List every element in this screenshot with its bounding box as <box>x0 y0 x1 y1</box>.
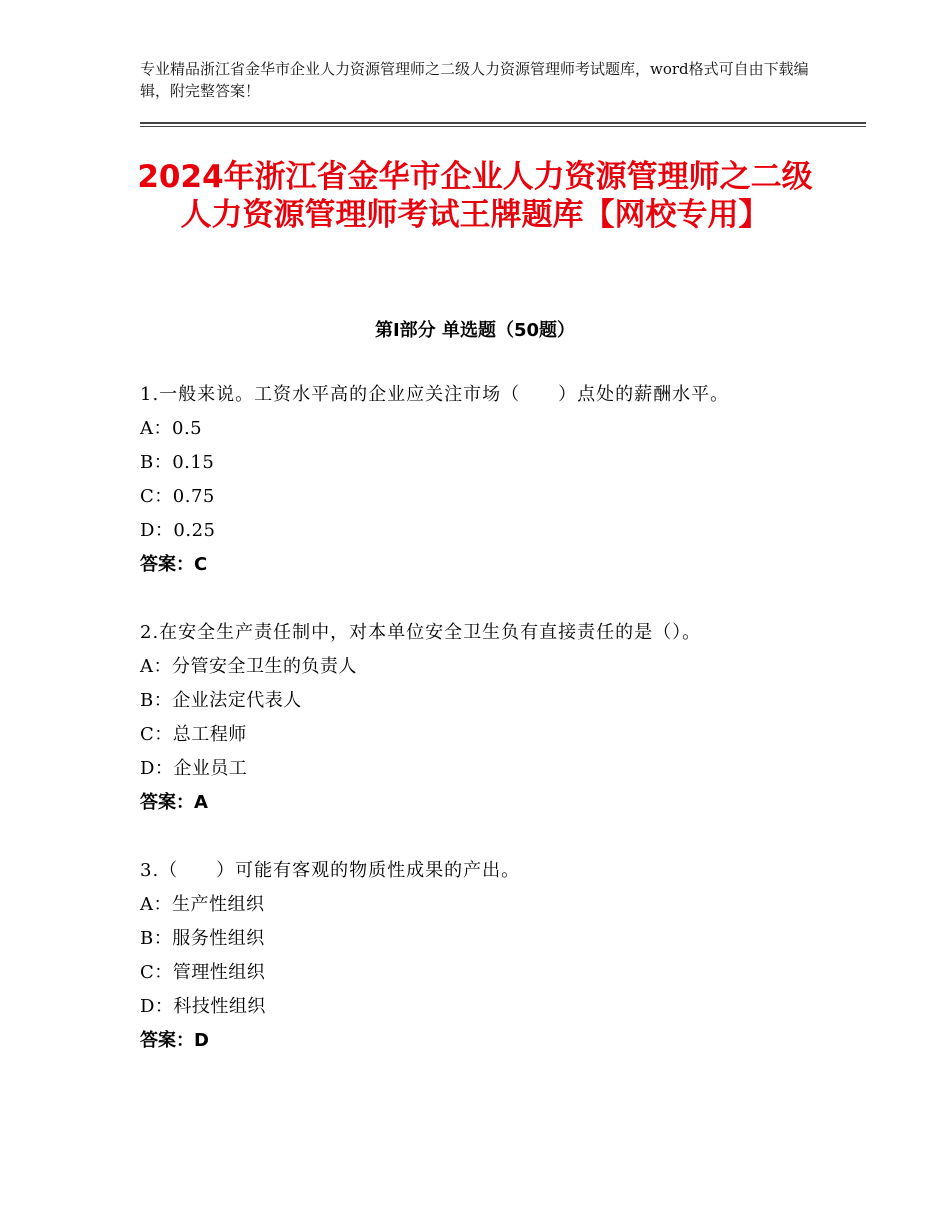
answer: 答案：D <box>140 1030 209 1051</box>
question-item <box>140 616 820 820</box>
question-text: 1.一般来说。工资水平高的企业应关注市场（ ）点处的薪酬水平。 <box>140 384 730 405</box>
question-list <box>140 378 820 1092</box>
question-text: 2.在安全生产责任制中，对本单位安全卫生负有直接责任的是（）。 <box>140 622 702 643</box>
answer: 答案：A <box>140 792 208 813</box>
question-item <box>140 854 820 1058</box>
document-title: 2024年浙江省金华市企业人力资源管理师之二级人力资源管理师考试王牌题库【网校专用】 <box>137 159 813 233</box>
header-divider <box>140 122 866 124</box>
option-d: D：企业员工 <box>140 758 248 779</box>
option-c: C：总工程师 <box>140 724 247 745</box>
option-a: A：分管安全卫生的负责人 <box>140 656 357 677</box>
section-heading: 第Ⅰ部分 单选题（50题） <box>374 320 575 341</box>
option-a: A：生产性组织 <box>140 894 265 915</box>
option-b: B：服务性组织 <box>140 928 265 949</box>
option-b: B：0.15 <box>140 452 215 473</box>
header-note: 专业精品浙江省金华市企业人力资源管理师之二级人力资源管理师考试题库，word格式可自由下载编辑，附完整答案！ <box>140 60 809 100</box>
question-text: 3.（ ）可能有客观的物质性成果的产出。 <box>140 860 521 881</box>
option-b: B：企业法定代表人 <box>140 690 302 711</box>
answer: 答案：C <box>140 554 208 575</box>
header-divider-thin <box>140 126 866 127</box>
option-c: C：管理性组织 <box>140 962 266 983</box>
question-item <box>140 378 820 582</box>
option-d: D：科技性组织 <box>140 996 266 1017</box>
option-a: A：0.5 <box>140 418 203 439</box>
option-c: C：0.75 <box>140 486 215 507</box>
option-d: D：0.25 <box>140 520 216 541</box>
